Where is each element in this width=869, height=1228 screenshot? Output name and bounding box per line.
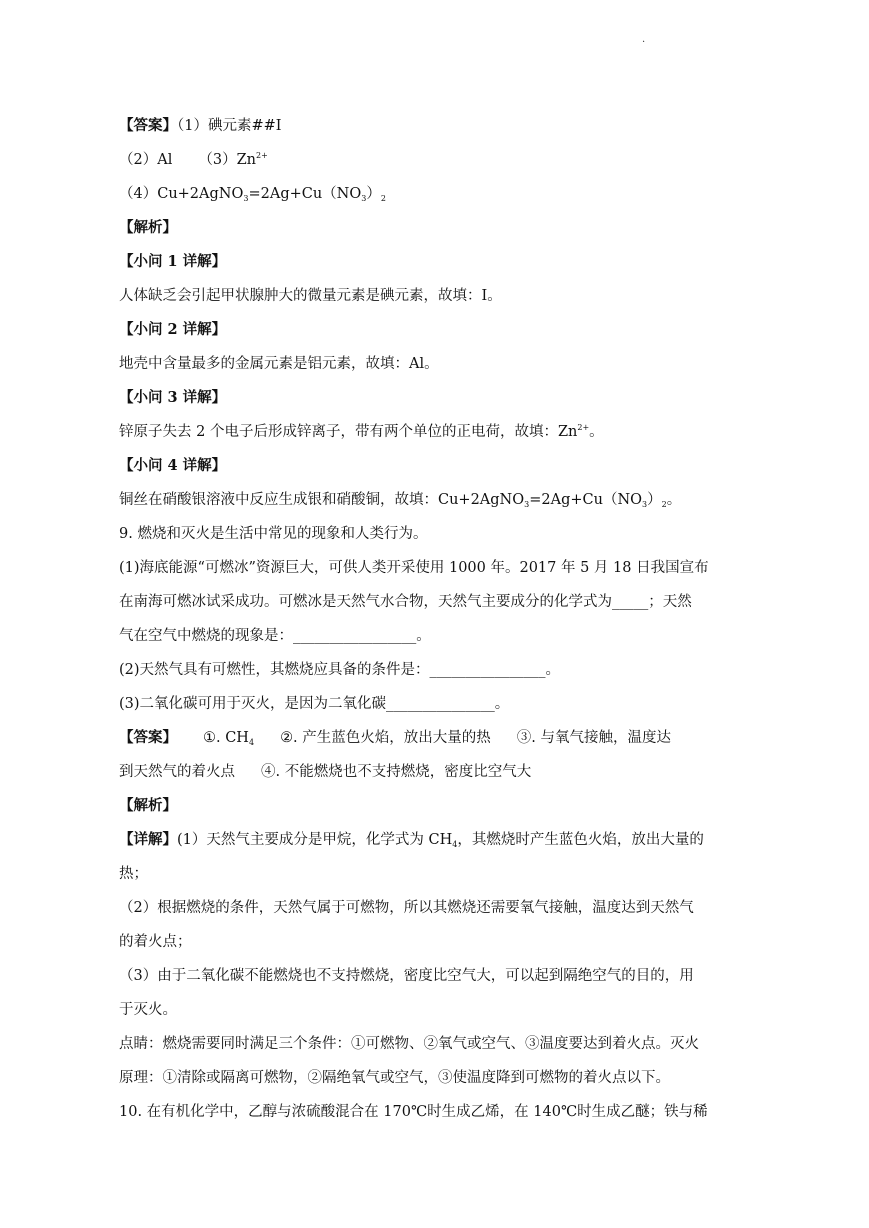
question-9-stem: 9. 燃烧和灭火是生活中常见的现象和人类行为。 — [119, 526, 428, 542]
question-9-part-3: (3)二氧化碳可用于灭火，是因为二氧化碳_______________。 — [119, 696, 510, 712]
question-9-part-1-line-3: 气在空气中燃烧的现象是：_________________。 — [119, 628, 431, 644]
tip-line-1: 点睛：燃烧需要同时满足三个条件：①可燃物、②氧气或空气、③温度要达到着火点。灭火 — [119, 1036, 699, 1052]
sub-question-3-tag: 【小问 3 详解】 — [119, 389, 227, 406]
detail-line-3: （2）根据燃烧的条件，天然气属于可燃物，所以其燃烧还需要氧气接触，温度达到天然气 — [119, 900, 694, 916]
detail-line-2: 热； — [119, 866, 148, 882]
answer-text: （2）Al — [119, 152, 173, 168]
answer-tag: 【答案】 — [119, 729, 177, 746]
sub-question-4-tag: 【小问 4 详解】 — [119, 457, 227, 474]
q9-answer-line-1: 【答案】 ①. $CH_4$ ②. 产生蓝色火焰，放出大量的热 ③. 与氧气接触，温度达 — [119, 729, 671, 747]
detail-line-6: 于灭火。 — [119, 1002, 177, 1018]
question-9-part-1-line-2: 在南海可燃冰试采成功。可燃冰是天然气水合物，天然气主要成分的化学式为_____；天然 — [119, 594, 692, 610]
question-9-part-1-line-1: (1)海底能源“可燃冰”资源巨大，可供人类开采使用 1000 年。2017 年 5 月 18 日我国宣布 — [119, 560, 709, 576]
q8-answer-line-2 — [119, 143, 739, 177]
detail-line-4: 的着火点； — [119, 934, 192, 950]
analysis-tag: 【解析】 — [119, 219, 177, 236]
answer-text: （3）Zn — [198, 152, 256, 168]
detail-line-1: 【详解】(1）天然气主要成分是甲烷，化学式为 $CH_4$，其燃烧时产生蓝色火焰，放出大量的 — [119, 831, 704, 849]
detail-line-5: （3）由于二氧化碳不能燃烧也不支持燃烧，密度比空气大，可以起到隔绝空气的目的，用 — [119, 968, 694, 984]
detail-tag: 【详解】 — [119, 831, 177, 848]
q9-answer-line-2: 到天然气的着火点 ④. 不能燃烧也不支持燃烧，密度比空气大 — [119, 764, 532, 780]
sub-question-2-text: 地壳中含量最多的金属元素是铝元素，故填：Al。 — [119, 356, 439, 372]
document-body — [119, 109, 739, 1129]
sub-question-2-tag: 【小问 2 详解】 — [119, 321, 227, 338]
sub-question-3-text: 锌原子失去 2 个电子后形成锌离子，带有两个单位的正电荷，故填：$Zn^{2+}$。 — [119, 423, 604, 440]
header-dot: . — [642, 34, 646, 45]
superscript: 2+ — [255, 151, 268, 160]
answer-text: （1）碘元素##I — [177, 118, 282, 134]
sub-question-4-text: 铜丝在硝酸银溶液中反应生成银和硝酸铜，故填：$Cu+2AgNO_3=2Ag+Cu(NO_3)_2$。 — [119, 492, 682, 509]
analysis-tag: 【解析】 — [119, 797, 177, 814]
answer-tag: 【答案】 — [119, 117, 177, 134]
sub-question-1-text: 人体缺乏会引起甲状腺肿大的微量元素是碘元素，故填：I。 — [119, 288, 502, 304]
q8-answer-line-3: $(4)Cu+2AgNO_3=2Ag+Cu(NO_3)_2$ — [119, 186, 386, 203]
question-9-part-2: (2)天然气具有可燃性，其燃烧应具备的条件是：________________。 — [119, 662, 561, 678]
q8-answer-line-1 — [119, 109, 739, 143]
tip-line-2: 原理：①清除或隔离可燃物，②隔绝氧气或空气，③使温度降到可燃物的着火点以下。 — [119, 1070, 670, 1086]
question-10-stem: 10. 在有机化学中，乙醇与浓硫酸混合在 170℃时生成乙烯，在 140℃时生成乙醚；铁与稀 — [119, 1104, 708, 1120]
sub-question-1-tag: 【小问 1 详解】 — [119, 253, 227, 270]
